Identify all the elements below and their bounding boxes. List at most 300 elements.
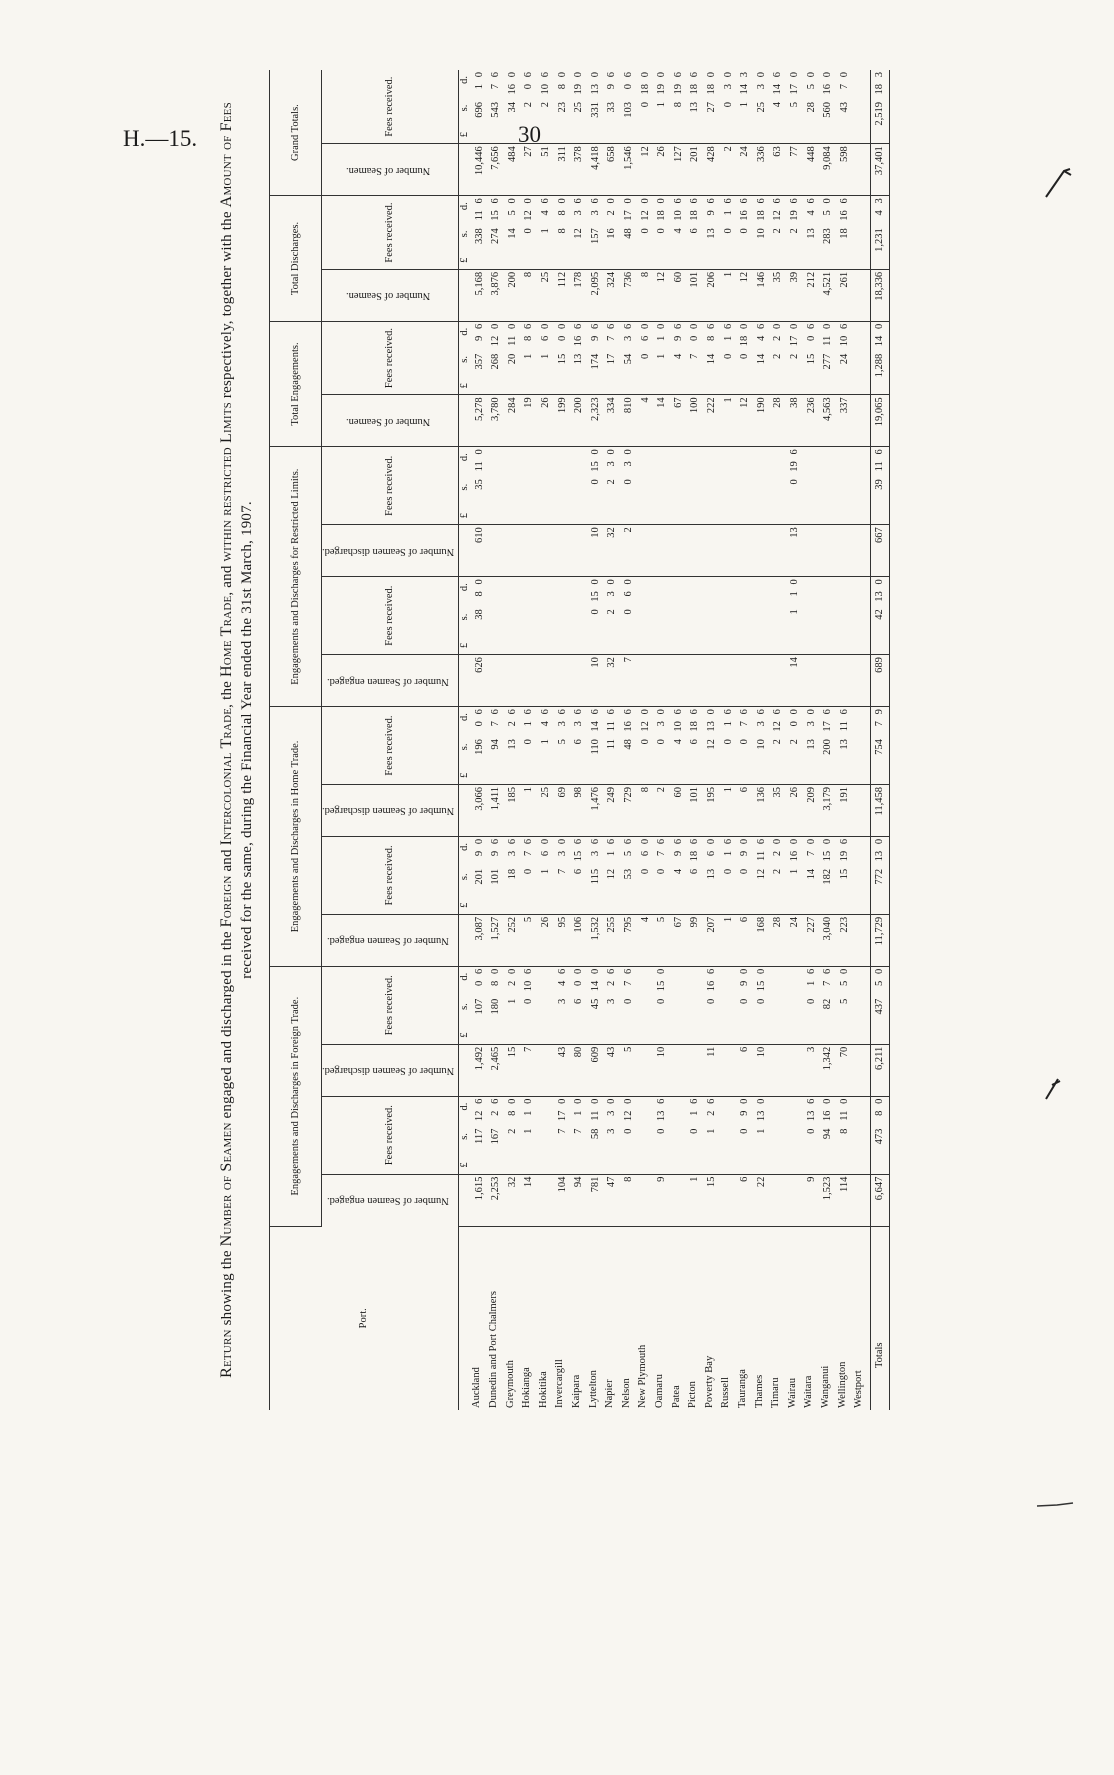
count-cell: 8: [637, 784, 654, 836]
fees-cell: 3 4 6: [554, 966, 571, 1044]
rotated-return-table: [217, 70, 1057, 1410]
count-cell: 311: [554, 144, 571, 196]
fees-cell: 15 0 6: [803, 321, 820, 395]
count-cell: [554, 525, 571, 577]
count-cell: [720, 655, 737, 707]
count-cell: 795: [621, 914, 638, 966]
unit-pd: £: [459, 1162, 471, 1168]
fees-cell: 357 9 6: [471, 321, 488, 395]
port-name: Waitara: [803, 1375, 815, 1408]
port-name: Invercargill: [554, 1359, 566, 1408]
unit-d: d.: [459, 76, 471, 84]
count-cell: [538, 655, 555, 707]
fees-cell: 1 1 0: [654, 321, 671, 395]
unit-d: d.: [459, 583, 471, 592]
count-cell: [704, 525, 721, 577]
fees-cell: 53 5 6: [621, 836, 638, 914]
count-cell: [671, 525, 688, 577]
count-cell: 1: [720, 784, 737, 836]
count-cell: 6,211: [870, 1044, 889, 1096]
count-cell: [654, 525, 671, 577]
fees-cell: 0 7 6: [654, 836, 671, 914]
fees-cell: [704, 577, 721, 655]
count-cell: 4,418: [588, 144, 605, 196]
count-cell: [787, 1174, 804, 1226]
count-cell: [671, 655, 688, 707]
fees-cell: 115 3 6: [588, 836, 605, 914]
fees-cell: 0 15 0: [588, 447, 605, 525]
currency-units: [459, 577, 472, 655]
port-name: Tauranga: [736, 1369, 748, 1408]
count-cell: [803, 525, 820, 577]
count-cell: 191: [837, 784, 854, 836]
fees-cell: 4 10 6: [671, 196, 688, 270]
count-cell: 6: [737, 914, 754, 966]
count-cell: 484: [505, 144, 522, 196]
count-cell: 199: [554, 395, 571, 447]
unit-d: d.: [459, 202, 471, 211]
foreign-trade-header: Engagements and Discharges in Foreign Trade.: [270, 966, 322, 1226]
port-name: Nelson: [620, 1378, 632, 1408]
col-fees: Fees received.: [322, 966, 459, 1044]
fees-cell: [820, 577, 837, 655]
fees-cell: 3 2 6: [604, 966, 621, 1044]
table-row: [471, 70, 488, 1410]
count-cell: [837, 525, 854, 577]
count-cell: [853, 525, 870, 577]
port-column-header: Port.: [270, 1226, 459, 1410]
count-cell: 658: [604, 144, 621, 196]
count-cell: 736: [621, 269, 638, 321]
currency-units: [459, 196, 472, 270]
count-cell: 69: [554, 784, 571, 836]
fees-cell: 180 8 0: [488, 966, 505, 1044]
fees-cell: 8 8 0: [554, 196, 571, 270]
fees-cell: 0 18 0: [637, 70, 654, 144]
unit-d: d.: [459, 713, 471, 721]
fees-cell: 0 1 6: [720, 707, 737, 785]
count-cell: 168: [754, 914, 771, 966]
fees-cell: [853, 577, 870, 655]
fees-cell: 0 3 0: [654, 707, 671, 785]
unit-pd: £: [459, 383, 471, 389]
fees-cell: [538, 1096, 555, 1174]
count-cell: 4: [637, 914, 654, 966]
unit-s: s.: [459, 356, 471, 363]
col-discharged: Number of Seamen discharged.: [322, 525, 459, 577]
count-cell: 1,527: [488, 914, 505, 966]
fees-cell: 6 18 6: [687, 196, 704, 270]
count-cell: 1,546: [621, 144, 638, 196]
port-name: Hokitika: [537, 1371, 549, 1408]
port-name: Dunedin and Port Chalmers: [488, 1291, 500, 1408]
totals-label: Totals: [870, 1226, 889, 1410]
fees-cell: 331 13 0: [588, 70, 605, 144]
table-row: [671, 70, 688, 1410]
count-cell: [637, 1174, 654, 1226]
count-cell: 12: [637, 144, 654, 196]
count-cell: [803, 655, 820, 707]
fees-cell: [637, 447, 654, 525]
count-cell: 201: [687, 144, 704, 196]
count-cell: 667: [870, 525, 889, 577]
fees-cell: [488, 577, 505, 655]
fees-cell: 13 3 0: [803, 707, 820, 785]
currency-units: [459, 447, 472, 525]
fees-cell: 10 18 6: [754, 196, 771, 270]
port-name: Hokianga: [521, 1367, 533, 1408]
fees-cell: [853, 321, 870, 395]
table-row: [571, 70, 588, 1410]
count-cell: 428: [704, 144, 721, 196]
unit-d: d.: [459, 842, 471, 851]
fees-cell: 34 16 0: [505, 70, 522, 144]
fees-cell: 0 18 0: [737, 321, 754, 395]
currency-units-row: [459, 70, 472, 1410]
count-cell: [571, 655, 588, 707]
count-cell: 227: [803, 914, 820, 966]
fees-cell: [820, 447, 837, 525]
count-cell: 47: [604, 1174, 621, 1226]
unit-d: d.: [459, 327, 471, 336]
count-cell: 9,084: [820, 144, 837, 196]
unit-pd: £: [459, 1032, 471, 1038]
count-cell: 252: [505, 914, 522, 966]
fees-cell: 4 14 6: [770, 70, 787, 144]
count-cell: 4: [637, 395, 654, 447]
count-cell: 104: [554, 1174, 571, 1226]
count-cell: [853, 144, 870, 196]
fees-cell: [637, 1096, 654, 1174]
fees-cell: [837, 447, 854, 525]
count-cell: [787, 1044, 804, 1096]
port-name: Timaru: [770, 1377, 782, 1408]
fees-cell: 117 12 6: [471, 1096, 488, 1174]
count-cell: 689: [870, 655, 889, 707]
fees-cell: [488, 447, 505, 525]
count-cell: 6: [737, 784, 754, 836]
fees-cell: [787, 966, 804, 1044]
count-cell: 14: [654, 395, 671, 447]
fees-cell: [671, 447, 688, 525]
unit-s: s.: [459, 104, 471, 112]
total-discharges-header: Total Discharges.: [270, 196, 322, 322]
fees-cell: 107 0 6: [471, 966, 488, 1044]
count-cell: [720, 1174, 737, 1226]
col-discharged: Number of Seamen discharged.: [322, 784, 459, 836]
fees-cell: 1,288 14 0: [870, 321, 889, 395]
fees-cell: [837, 577, 854, 655]
fees-cell: 24 10 6: [837, 321, 854, 395]
count-cell: 24: [787, 914, 804, 966]
fees-cell: [770, 447, 787, 525]
count-cell: 9: [654, 1174, 671, 1226]
table-row: [720, 70, 737, 1410]
count-cell: 13: [787, 525, 804, 577]
count-cell: 284: [505, 395, 522, 447]
count-cell: 25: [538, 269, 555, 321]
count-cell: 1,411: [488, 784, 505, 836]
fees-cell: [671, 966, 688, 1044]
fees-cell: 2 8 0: [505, 1096, 522, 1174]
count-cell: [770, 655, 787, 707]
table-row: [704, 70, 721, 1410]
fees-cell: 182 15 0: [820, 836, 837, 914]
port-name: Wellington: [836, 1361, 848, 1408]
count-cell: 4,521: [820, 269, 837, 321]
count-cell: [571, 525, 588, 577]
fees-cell: 4 10 6: [671, 707, 688, 785]
count-cell: 11: [704, 1044, 721, 1096]
count-cell: 448: [803, 144, 820, 196]
fees-cell: 0 15 0: [588, 577, 605, 655]
fees-cell: 94 7 6: [488, 707, 505, 785]
port-name: Wanganui: [819, 1365, 831, 1408]
count-cell: [853, 395, 870, 447]
port-name: Greymouth: [504, 1360, 516, 1408]
fees-cell: [737, 577, 754, 655]
col-seamen: Number of Seamen.: [322, 144, 459, 196]
fees-cell: [770, 577, 787, 655]
fees-cell: 7 1 0: [571, 1096, 588, 1174]
fees-cell: 2,519 18 3: [870, 70, 889, 144]
count-cell: 1: [521, 784, 538, 836]
count-cell: 99: [687, 914, 704, 966]
count-cell: 26: [538, 914, 555, 966]
unit-s: s.: [459, 1133, 471, 1140]
fees-cell: 1 6 0: [538, 836, 555, 914]
unit-s: s.: [459, 613, 471, 621]
fees-cell: 283 5 0: [820, 196, 837, 270]
fees-cell: 1 4 6: [538, 707, 555, 785]
fees-cell: [654, 447, 671, 525]
count-cell: 80: [571, 1044, 588, 1096]
count-cell: 261: [837, 269, 854, 321]
fees-cell: 2 19 6: [787, 196, 804, 270]
count-cell: [671, 1044, 688, 1096]
count-cell: [720, 525, 737, 577]
fees-cell: 0 16 6: [704, 966, 721, 1044]
fees-cell: [853, 707, 870, 785]
count-cell: 190: [754, 395, 771, 447]
count-cell: 63: [770, 144, 787, 196]
unit-pd: £: [459, 257, 471, 263]
count-cell: 5: [621, 1044, 638, 1096]
document-reference: H.—15.: [123, 126, 198, 151]
fees-cell: 1 1 0: [521, 1096, 538, 1174]
fees-cell: [853, 70, 870, 144]
fees-cell: 11 11 6: [604, 707, 621, 785]
unit-d: d.: [459, 453, 471, 462]
table-row: [754, 70, 771, 1410]
fees-cell: 4 9 6: [671, 321, 688, 395]
count-cell: 3,876: [488, 269, 505, 321]
fees-cell: 196 0 6: [471, 707, 488, 785]
fees-cell: 0 7 6: [737, 707, 754, 785]
col-fees: Fees received.: [322, 70, 459, 144]
count-cell: 146: [754, 269, 771, 321]
fees-cell: 201 9 0: [471, 836, 488, 914]
fees-cell: [687, 447, 704, 525]
fees-cell: 0 6 0: [637, 321, 654, 395]
unit-d: d.: [459, 1102, 471, 1111]
count-cell: 236: [803, 395, 820, 447]
count-cell: [754, 525, 771, 577]
count-cell: 9: [803, 1174, 820, 1226]
fees-cell: 14 7 0: [803, 836, 820, 914]
fees-cell: 0 13 6: [654, 1096, 671, 1174]
count-cell: 19,065: [870, 395, 889, 447]
fees-cell: 33 9 6: [604, 70, 621, 144]
port-name: New Plymouth: [637, 1344, 649, 1408]
port-name: Westport: [853, 1370, 865, 1408]
fees-cell: 0 1 6: [720, 321, 737, 395]
fees-cell: 1,231 4 3: [870, 196, 889, 270]
count-cell: [488, 655, 505, 707]
count-cell: 26: [538, 395, 555, 447]
table-row: [488, 70, 505, 1410]
count-cell: [837, 655, 854, 707]
count-cell: 25: [538, 784, 555, 836]
fees-cell: 14 5 0: [505, 196, 522, 270]
port-name: Russell: [720, 1377, 732, 1408]
fees-cell: 10 3 6: [754, 707, 771, 785]
fees-cell: 58 11 0: [588, 1096, 605, 1174]
fees-cell: [853, 1096, 870, 1174]
count-cell: 2,465: [488, 1044, 505, 1096]
count-cell: 77: [787, 144, 804, 196]
count-cell: [521, 655, 538, 707]
fees-cell: 20 11 0: [505, 321, 522, 395]
fees-cell: [521, 447, 538, 525]
count-cell: 626: [471, 655, 488, 707]
count-cell: 249: [604, 784, 621, 836]
fees-cell: 15 0 0: [554, 321, 571, 395]
fees-cell: [853, 836, 870, 914]
home-trade-header: Engagements and Discharges in Home Trade.: [270, 707, 322, 967]
totals-row: [870, 70, 889, 1410]
table-row: [637, 70, 654, 1410]
count-cell: [538, 1044, 555, 1096]
count-cell: 5,168: [471, 269, 488, 321]
pencil-mark: [1040, 1075, 1066, 1101]
fees-cell: 23 8 0: [554, 70, 571, 144]
count-cell: 255: [604, 914, 621, 966]
fees-cell: [671, 577, 688, 655]
fees-cell: 1 2 6: [704, 1096, 721, 1174]
fees-cell: 110 14 6: [588, 707, 605, 785]
fees-cell: [571, 447, 588, 525]
count-cell: 2: [720, 144, 737, 196]
fees-cell: 48 16 6: [621, 707, 638, 785]
fees-cell: 42 13 0: [870, 577, 889, 655]
count-cell: [538, 525, 555, 577]
fees-cell: 38 8 0: [471, 577, 488, 655]
fees-cell: 0 9 0: [737, 1096, 754, 1174]
fees-cell: 200 17 6: [820, 707, 837, 785]
count-cell: 32: [505, 1174, 522, 1226]
table-row: [853, 70, 870, 1410]
fees-cell: 13 6 0: [704, 836, 721, 914]
count-cell: [554, 655, 571, 707]
fees-cell: 274 15 6: [488, 196, 505, 270]
currency-units: [459, 966, 472, 1044]
fees-cell: 1 6 0: [538, 321, 555, 395]
count-cell: 1: [720, 395, 737, 447]
count-cell: 15: [704, 1174, 721, 1226]
table-body: [459, 70, 890, 1410]
fees-cell: 2 12 6: [770, 707, 787, 785]
count-cell: 51: [538, 144, 555, 196]
count-cell: 10: [754, 1044, 771, 1096]
fees-cell: 268 12 0: [488, 321, 505, 395]
fees-cell: 0 7 6: [621, 966, 638, 1044]
count-cell: 10: [588, 655, 605, 707]
fees-cell: 13 2 6: [505, 707, 522, 785]
count-cell: 324: [604, 269, 621, 321]
fees-cell: 18 16 6: [837, 196, 854, 270]
fees-cell: [571, 577, 588, 655]
fees-cell: 0 12 0: [621, 1096, 638, 1174]
col-seamen: Number of Seamen.: [322, 395, 459, 447]
fees-cell: 4 9 6: [671, 836, 688, 914]
unit-s: s.: [459, 230, 471, 238]
fees-cell: 560 16 0: [820, 70, 837, 144]
table-row: [803, 70, 820, 1410]
fees-cell: 0 1 6: [720, 196, 737, 270]
fees-cell: [853, 966, 870, 1044]
count-cell: [853, 784, 870, 836]
fees-cell: [538, 577, 555, 655]
fees-cell: [554, 447, 571, 525]
count-cell: 5,278: [471, 395, 488, 447]
count-cell: 67: [671, 395, 688, 447]
table-row: [687, 70, 704, 1410]
fees-cell: 25 3 0: [754, 70, 771, 144]
count-cell: [820, 525, 837, 577]
currency-units: [459, 321, 472, 395]
col-fees: Fees received.: [322, 1096, 459, 1174]
unit-d: d.: [459, 972, 471, 981]
fees-cell: 2 3 0: [604, 447, 621, 525]
table-row: [588, 70, 605, 1410]
fees-cell: [637, 966, 654, 1044]
fees-cell: 82 7 6: [820, 966, 837, 1044]
fees-cell: [521, 577, 538, 655]
count-cell: 60: [671, 269, 688, 321]
col-fees: Fees received.: [322, 577, 459, 655]
fees-cell: 1 13 0: [754, 1096, 771, 1174]
fees-cell: 13 16 6: [571, 321, 588, 395]
fees-cell: 39 11 6: [870, 447, 889, 525]
fees-cell: 8 19 6: [671, 70, 688, 144]
fees-cell: 2 2 0: [770, 321, 787, 395]
count-cell: 3,040: [820, 914, 837, 966]
fees-cell: 1 16 0: [787, 836, 804, 914]
fees-cell: 0 3 0: [621, 447, 638, 525]
count-cell: 223: [837, 914, 854, 966]
count-cell: 3: [803, 1044, 820, 1096]
count-cell: [488, 525, 505, 577]
fees-cell: 0 1 6: [803, 966, 820, 1044]
table-row: [654, 70, 671, 1410]
count-cell: 10: [588, 525, 605, 577]
fees-cell: 94 16 0: [820, 1096, 837, 1174]
count-cell: 26: [654, 144, 671, 196]
fees-cell: [853, 196, 870, 270]
fees-cell: 17 7 6: [604, 321, 621, 395]
count-cell: [853, 655, 870, 707]
